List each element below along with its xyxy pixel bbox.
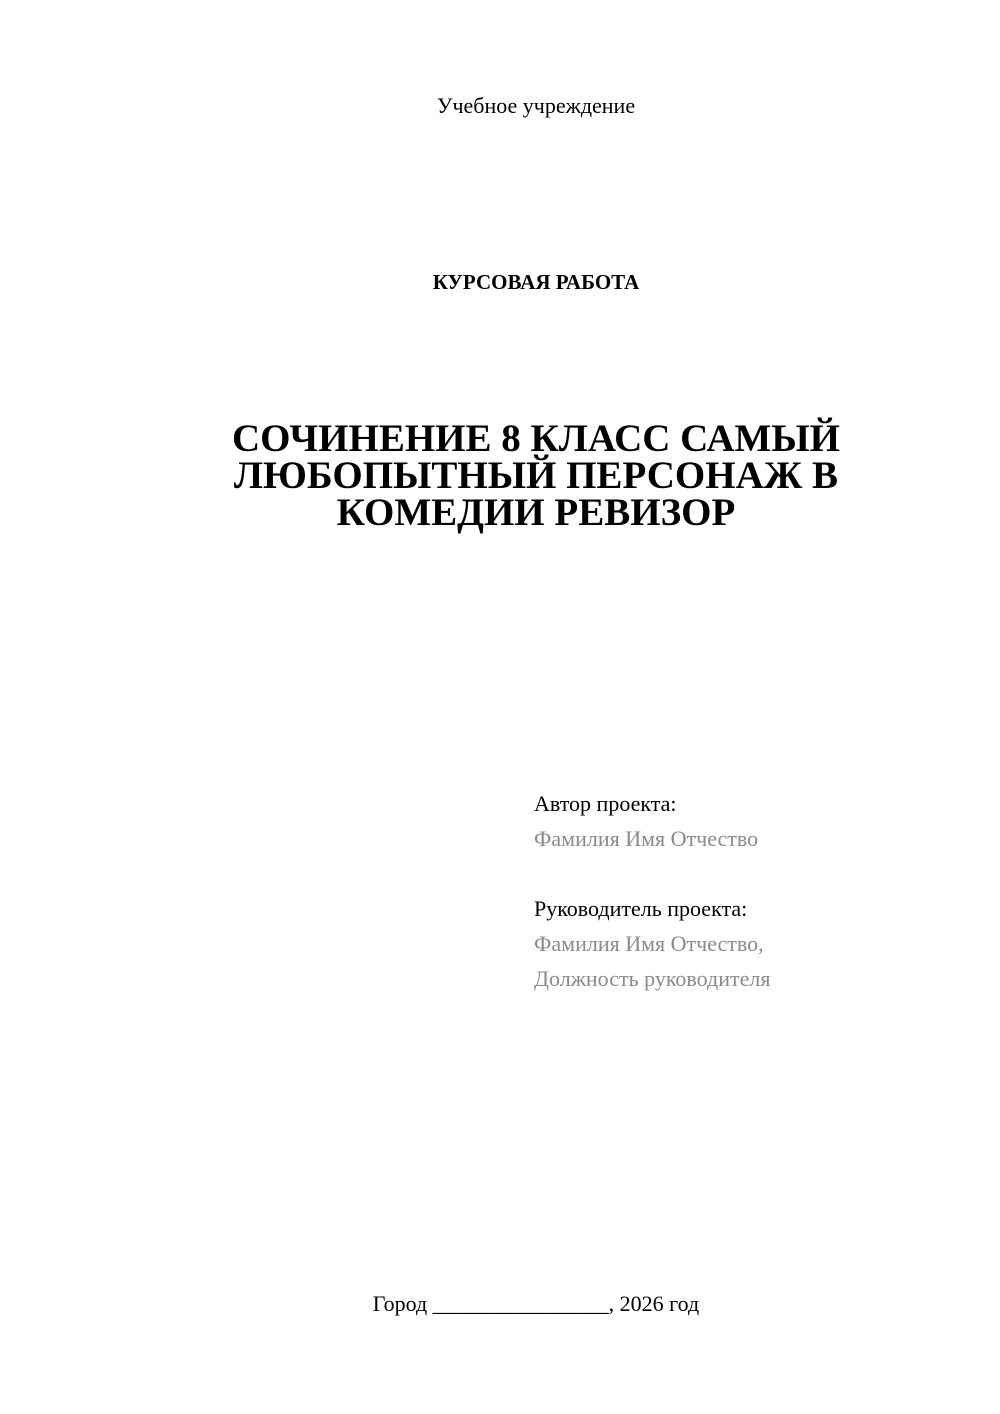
document-title: СОЧИНЕНИЕ 8 КЛАСС САМЫЙ ЛЮБОПЫТНЫЙ ПЕРСОНАЖ В КОМЕДИИ РЕВИЗОР: [232, 417, 840, 534]
institution-name: Учебное учреждение: [436, 93, 636, 118]
city-year-footer: Город ________________, 2026 год: [372, 1291, 700, 1316]
author-block: [534, 786, 974, 856]
work-type-heading: КУРСОВАЯ РАБОТА: [432, 270, 640, 294]
supervisor-name: Фамилия Имя Отчество,: [534, 931, 764, 956]
supervisor-block: [534, 891, 974, 996]
author-name: Фамилия Имя Отчество: [534, 826, 759, 851]
author-label: Автор проекта:: [534, 791, 677, 816]
supervisor-label: Руководитель проекта:: [534, 896, 748, 921]
supervisor-position: Должность руководителя: [534, 966, 771, 991]
